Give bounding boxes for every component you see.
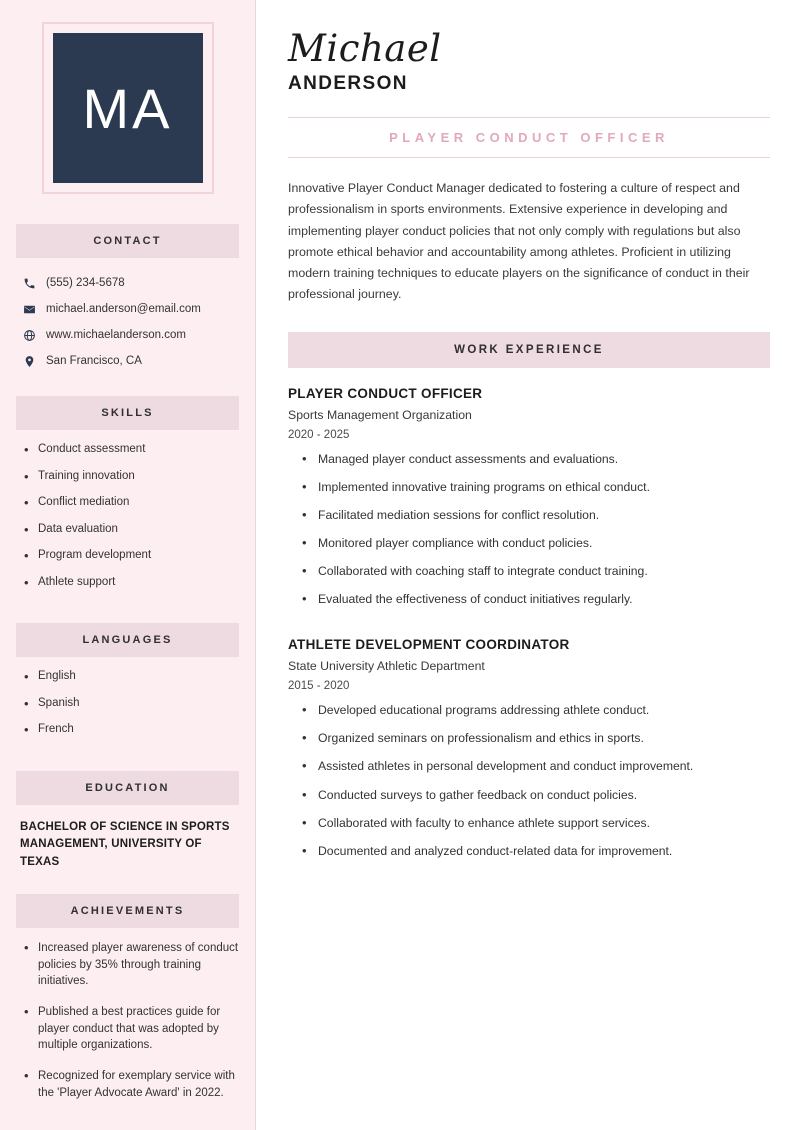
job-responsibilities (288, 451, 770, 619)
list-item: • Published a best practices guide for player conduct that was adopted by multiple organizations. (22, 1004, 239, 1068)
sidebar-heading-contact: CONTACT (16, 224, 239, 258)
contact-item-phone (18, 270, 239, 296)
list-item: • Conflict mediation (22, 495, 239, 522)
list-item: • English (22, 669, 239, 696)
job-dates: 2015 - 2020 (288, 680, 350, 693)
list-item: • Implemented innovative training programs on ethical conduct. (302, 479, 770, 507)
list-item: • Monitored player compliance with conduct policies. (302, 535, 770, 563)
monogram-initials: MA (53, 33, 203, 183)
list-item: • Recognized for exemplary service with the 'Player Advocate Award' in 2022. (22, 1068, 239, 1115)
contact-item-location (18, 348, 239, 374)
list-item: • French (22, 722, 239, 749)
list-item: • Evaluated the effectiveness of conduct initiatives regularly. (302, 591, 770, 619)
job-title: PLAYER CONDUCT OFFICER (288, 385, 483, 401)
contact-email-text: michael.anderson@email.com (46, 303, 201, 315)
list-item: • Developed educational programs addressing athlete conduct. (302, 702, 770, 730)
job-responsibilities (288, 702, 770, 870)
list-item: • Collaborated with coaching staff to integrate conduct training. (302, 563, 770, 591)
job-title: ATHLETE DEVELOPMENT COORDINATOR (288, 637, 570, 653)
sidebar-heading-education: EDUCATION (16, 771, 239, 805)
list-item: • Documented and analyzed conduct-related data for improvement. (302, 843, 770, 871)
monogram-frame (42, 22, 214, 194)
sidebar (0, 0, 256, 1130)
education-entry: BACHELOR OF SCIENCE IN SPORTS MANAGEMENT, UNIVERSITY OF TEXAS (20, 820, 230, 869)
experience-entry-1 (288, 386, 770, 619)
contact-website-text: www.michaelanderson.com (46, 329, 186, 341)
sidebar-heading-languages: LANGUAGES (16, 623, 239, 657)
list-item: • Increased player awareness of conduct policies by 35% through training initiatives. (22, 940, 239, 1004)
last-name: ANDERSON (288, 72, 408, 94)
list-item: • Collaborated with faculty to enhance athlete support services. (302, 815, 770, 843)
list-item: • Organized seminars on professionalism and ethics in sports. (302, 730, 770, 758)
list-item: • Program development (22, 548, 239, 575)
list-item: • Athlete support (22, 575, 239, 602)
main-content (256, 0, 800, 1130)
list-item: • Conduct assessment (22, 442, 239, 469)
list-item: • Facilitated mediation sessions for conflict resolution. (302, 507, 770, 535)
list-item: • Spanish (22, 696, 239, 723)
sidebar-heading-skills: SKILLS (16, 396, 239, 430)
job-organization: State University Athletic Department (288, 659, 485, 674)
contact-item-website (18, 322, 239, 348)
location-pin-icon (22, 354, 36, 368)
skills-list (16, 442, 239, 601)
profile-summary: Innovative Player Conduct Manager dedicated to fostering a culture of respect and professionalism in sports environments. Extensive experience in developing and implementing player conduct policies that not only comply with regulations but also promote ethical behavior and accountability among athletes. Proficient in utilizing modern training techniques to educate players on the significance of conduct in their professional journey. (288, 180, 750, 302)
job-dates: 2020 - 2025 (288, 428, 350, 441)
experience-entry-2 (288, 637, 770, 870)
globe-icon (22, 328, 36, 342)
list-item: • Data evaluation (22, 522, 239, 549)
list-item: • Managed player conduct assessments and evaluations. (302, 451, 770, 479)
contact-location-text: San Francisco, CA (46, 355, 142, 367)
languages-list (16, 669, 239, 749)
list-item: • Training innovation (22, 469, 239, 496)
list-item: • Assisted athletes in personal development and conduct improvement. (302, 758, 770, 786)
contact-list (16, 270, 239, 374)
professional-title: PLAYER CONDUCT OFFICER (288, 117, 770, 158)
sidebar-heading-achievements: ACHIEVEMENTS (16, 894, 239, 928)
contact-phone-text: (555) 234-5678 (46, 277, 125, 289)
first-name: Michael (288, 27, 442, 70)
phone-icon (22, 276, 36, 290)
job-organization: Sports Management Organization (288, 407, 472, 422)
list-item: • Conducted surveys to gather feedback on conduct policies. (302, 787, 770, 815)
envelope-icon (22, 302, 36, 316)
contact-item-email (18, 296, 239, 322)
section-heading-work-experience: WORK EXPERIENCE (288, 332, 770, 368)
achievements-list (16, 940, 239, 1115)
